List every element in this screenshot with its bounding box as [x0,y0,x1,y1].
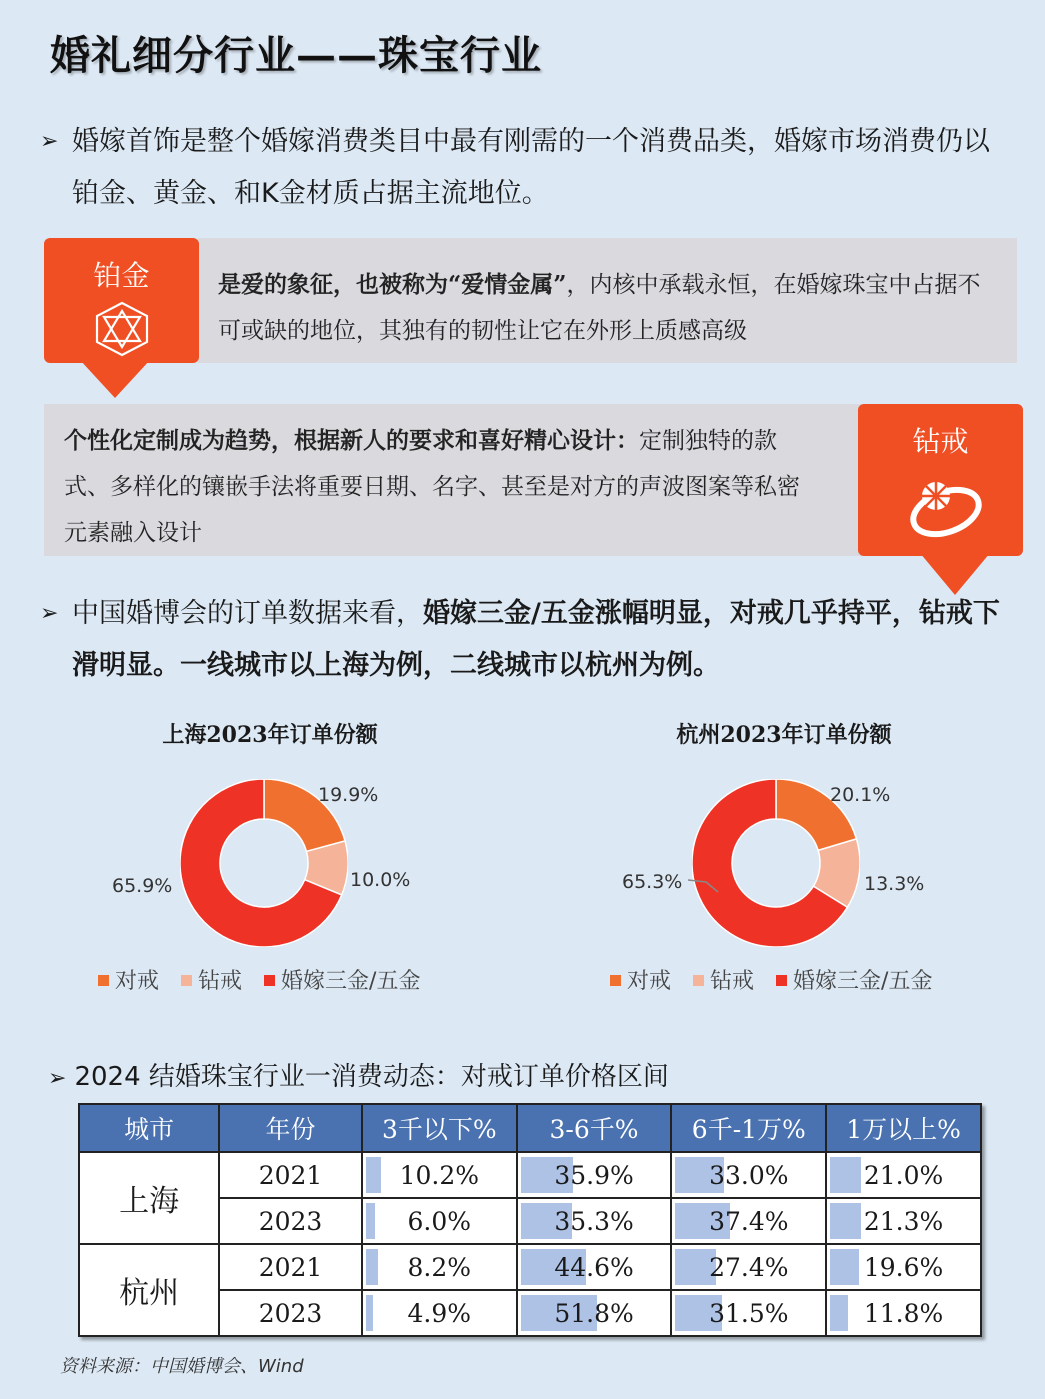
value-text: 21.3% [863,1206,944,1236]
value-bar [830,1295,847,1331]
platinum-pointer [80,360,150,400]
value-cell [826,1152,981,1198]
value-text: 27.4% [709,1252,789,1282]
bullet-orders-text [40,588,1010,692]
platinum-tag-label: 铂金 [93,259,150,292]
table-heading [48,1056,669,1093]
diamond-bold-text: 个性化定制成为趋势，根据新人的要求和喜好精心设计： [64,427,639,454]
value-cell [517,1290,672,1336]
value-cell [517,1198,672,1244]
platinum-text: ，内核中承载永恒，在婚嫁珠宝中占据不可或缺的地位，其独有的韧性让它在外形上质感高级 [218,272,981,344]
header-city: 城市 [79,1104,219,1152]
table-row [79,1244,981,1290]
value-cell [671,1244,826,1290]
legend-label-duijie: 对戒 [115,969,160,994]
legend-swatch-zuanjie [181,975,192,986]
chart-shanghai-title: 上海2023年订单份额 [162,722,378,748]
legend-label-sanjin: 婚嫁三金/五金 [281,969,421,994]
legend-label-duijie: 对戒 [627,969,672,994]
value-bar [830,1249,859,1285]
ring-icon [906,474,986,538]
arrow-bullet-icon: ➢ [48,1066,67,1091]
year-cell: 2023 [219,1290,362,1336]
gem-icon [92,301,152,357]
value-cell [517,1152,672,1198]
value-cell [826,1290,981,1336]
legend-label-zuanjie: 钻戒 [198,969,243,994]
value-cell [362,1152,517,1198]
platinum-tag [44,238,199,363]
value-text: 4.9% [407,1298,472,1328]
source-note: 资料来源：中国婚博会、Wind [60,1356,304,1377]
chart-hangzhou-legend [610,964,954,995]
diamond-tag [858,404,1023,556]
bullet-intro [40,116,1000,220]
legend-swatch-duijie [98,975,109,986]
chart-shanghai-legend [98,964,442,995]
bullet-orders-plain: 中国婚博会的订单数据来看， [72,598,423,629]
value-cell [362,1244,517,1290]
header-year: 年份 [219,1104,362,1152]
table-header-row [79,1104,981,1152]
arrow-bullet-icon: ➢ [40,601,59,626]
diamond-box [44,404,862,556]
bullet-orders [40,588,1010,692]
legend-label-zuanjie: 钻戒 [710,969,755,994]
legend-swatch-zuanjie [693,975,704,986]
value-text: 8.2% [407,1252,472,1282]
legend-swatch-duijie [610,975,621,986]
chart-hangzhou-label-duijie: 20.1% [830,784,891,806]
chart-shanghai-label-zuanjie: 10.0% [350,869,411,891]
value-text: 31.5% [709,1298,789,1328]
year-cell: 2021 [219,1152,362,1198]
diamond-description [64,418,822,556]
header-6k-10k: 6千-1万% [671,1104,826,1152]
platinum-box [198,238,1017,363]
year-cell: 2023 [219,1198,362,1244]
city-cell: 上海 [79,1152,219,1244]
price-range-table [78,1103,982,1337]
value-bar [366,1249,378,1285]
value-text: 51.8% [554,1298,634,1328]
value-text: 35.9% [554,1160,634,1190]
value-cell [671,1152,826,1198]
chart-hangzhou-leader-line [688,876,724,894]
value-cell [517,1244,672,1290]
chart-hangzhou-label-zuanjie: 13.3% [864,873,925,895]
chart-shanghai-label-duijie: 19.9% [318,784,379,806]
legend-swatch-sanjin [776,975,787,986]
value-text: 6.0% [407,1206,472,1236]
bullet-orders-bold: 婚嫁三金/五金涨幅明显，对戒几乎持平，钻戒下滑明显。一线城市以上海为例，二线城市以杭州为例。 [72,598,1000,681]
bullet-intro-text: 婚嫁首饰是整个婚嫁消费类目中最有刚需的一个消费品类，婚嫁市场消费仍以铂金、黄金、和K金材质占据主流地位。 [72,126,990,209]
table-heading-text: 2024 结婚珠宝行业一消费动态：对戒订单价格区间 [74,1062,669,1092]
chart-shanghai-label-sanjin: 65.9% [112,875,173,897]
platinum-description [218,262,997,354]
value-text: 19.6% [863,1252,944,1282]
header-under-3k: 3千以下% [362,1104,517,1152]
value-text: 33.0% [709,1160,789,1190]
value-cell [362,1198,517,1244]
value-bar [830,1157,861,1193]
legend-label-sanjin: 婚嫁三金/五金 [793,969,933,994]
value-bar [366,1295,373,1331]
value-cell [826,1244,981,1290]
legend-swatch-sanjin [264,975,275,986]
diamond-text: 定制独特的款式、多样化的镶嵌手法将重要日期、名字、甚至是对方的声波图案等私密元素融入设计 [64,428,800,546]
chart-hangzhou-label-sanjin: 65.3% [622,871,683,893]
year-cell: 2021 [219,1244,362,1290]
chart-hangzhou-title: 杭州2023年订单份额 [676,722,892,748]
value-cell [671,1290,826,1336]
value-text: 44.6% [554,1252,634,1282]
table-row [79,1152,981,1198]
arrow-bullet-icon: ➢ [40,129,59,154]
diamond-tag-label: 钻戒 [912,425,969,458]
header-over-10k: 1万以上% [826,1104,981,1152]
value-text: 35.3% [554,1206,634,1236]
value-bar [366,1203,375,1239]
value-cell [362,1290,517,1336]
city-cell: 杭州 [79,1244,219,1336]
value-cell [671,1198,826,1244]
value-bar [830,1203,861,1239]
value-text: 21.0% [863,1160,944,1190]
platinum-bold-text: 是爱的象征，也被称为“爱情金属” [218,271,567,298]
value-bar [366,1157,381,1193]
page-title: 婚礼细分行业——珠宝行业 [50,32,542,79]
value-text: 37.4% [709,1206,789,1236]
header-3k-6k: 3-6千% [517,1104,672,1152]
value-cell [826,1198,981,1244]
value-text: 11.8% [863,1298,944,1328]
value-text: 10.2% [399,1160,479,1190]
